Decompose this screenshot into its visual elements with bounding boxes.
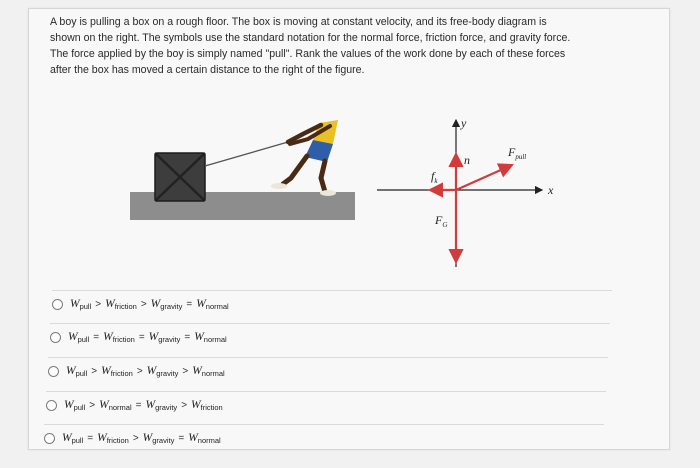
- op-1: =: [93, 331, 100, 343]
- term-w-gravity: $W_{gravity}$: [148, 330, 181, 344]
- radio-button[interactable]: [50, 332, 61, 343]
- op-1: >: [91, 365, 98, 377]
- op-3: =: [186, 298, 193, 310]
- op-2: >: [140, 298, 147, 310]
- term-w-friction: $W_{friction}$: [191, 398, 223, 412]
- op-1: >: [95, 298, 102, 310]
- op-3: >: [182, 365, 189, 377]
- gravity-label: $F_G$: [435, 213, 448, 229]
- term-w-pull: $W_{pull}$: [64, 398, 86, 412]
- option-3[interactable]: [48, 357, 608, 384]
- boy: [271, 120, 346, 196]
- op-2: >: [136, 365, 143, 377]
- term-w-normal: $W_{normal}$: [99, 398, 132, 412]
- op-2: =: [138, 331, 145, 343]
- term-w-friction: $W_{friction}$: [103, 330, 135, 344]
- friction-subscript: k: [434, 177, 438, 185]
- term-w-friction: $W_{friction}$: [101, 364, 133, 378]
- radio-button[interactable]: [44, 433, 55, 444]
- option-5[interactable]: [44, 424, 604, 451]
- op-3: =: [178, 432, 185, 444]
- op-3: =: [184, 331, 191, 343]
- op-1: =: [87, 432, 94, 444]
- option-2[interactable]: [50, 323, 610, 350]
- term-w-gravity: $W_{gravity}$: [145, 398, 178, 412]
- term-w-pull: $W_{pull}$: [68, 330, 90, 344]
- term-w-normal: $W_{normal}$: [194, 330, 227, 344]
- term-w-normal: $W_{normal}$: [188, 431, 221, 445]
- term-w-normal: $W_{normal}$: [192, 364, 225, 378]
- op-2: >: [132, 432, 139, 444]
- term-w-friction: $W_{friction}$: [97, 431, 129, 445]
- normal-label: n: [464, 153, 470, 167]
- term-w-normal: $W_{normal}$: [196, 297, 229, 311]
- free-body-diagram: [372, 112, 562, 272]
- gravity-subscript: G: [442, 221, 448, 229]
- op-1: >: [89, 399, 96, 411]
- radio-button[interactable]: [46, 400, 57, 411]
- term-w-pull: $W_{pull}$: [70, 297, 92, 311]
- term-w-pull: $W_{pull}$: [66, 364, 88, 378]
- radio-button[interactable]: [52, 299, 63, 310]
- pull-subscript: pull: [515, 153, 527, 161]
- term-w-pull: $W_{pull}$: [62, 431, 84, 445]
- boy-pulling-box-illustration: [125, 120, 360, 225]
- option-4[interactable]: [46, 391, 606, 418]
- term-w-gravity: $W_{gravity}$: [142, 431, 175, 445]
- question-text: A boy is pulling a box on a rough floor. The box is moving at constant velocity, and its free-body diagram is shown on the right. The symbols use the standard notation for the normal force, friction force, and gravity force. The force applied by the boy is simply named "pull". Rank the values of the work done by each of these forces after the box has moved a certain distance to the right of the figure.: [50, 16, 571, 76]
- rope: [205, 142, 288, 166]
- term-w-gravity: $W_{gravity}$: [146, 364, 179, 378]
- friction-label: $f_k$: [431, 169, 438, 185]
- pull-label: $F_{pull}$: [508, 145, 527, 161]
- op-3: >: [181, 399, 188, 411]
- box: [155, 153, 205, 201]
- option-1[interactable]: [52, 290, 612, 317]
- op-2: =: [135, 399, 142, 411]
- term-w-gravity: $W_{gravity}$: [150, 297, 183, 311]
- radio-button[interactable]: [48, 366, 59, 377]
- y-axis-label: y: [461, 116, 467, 130]
- x-axis-label: x: [548, 183, 554, 197]
- term-w-friction: $W_{friction}$: [105, 297, 137, 311]
- pull-force-arrow: [456, 165, 512, 190]
